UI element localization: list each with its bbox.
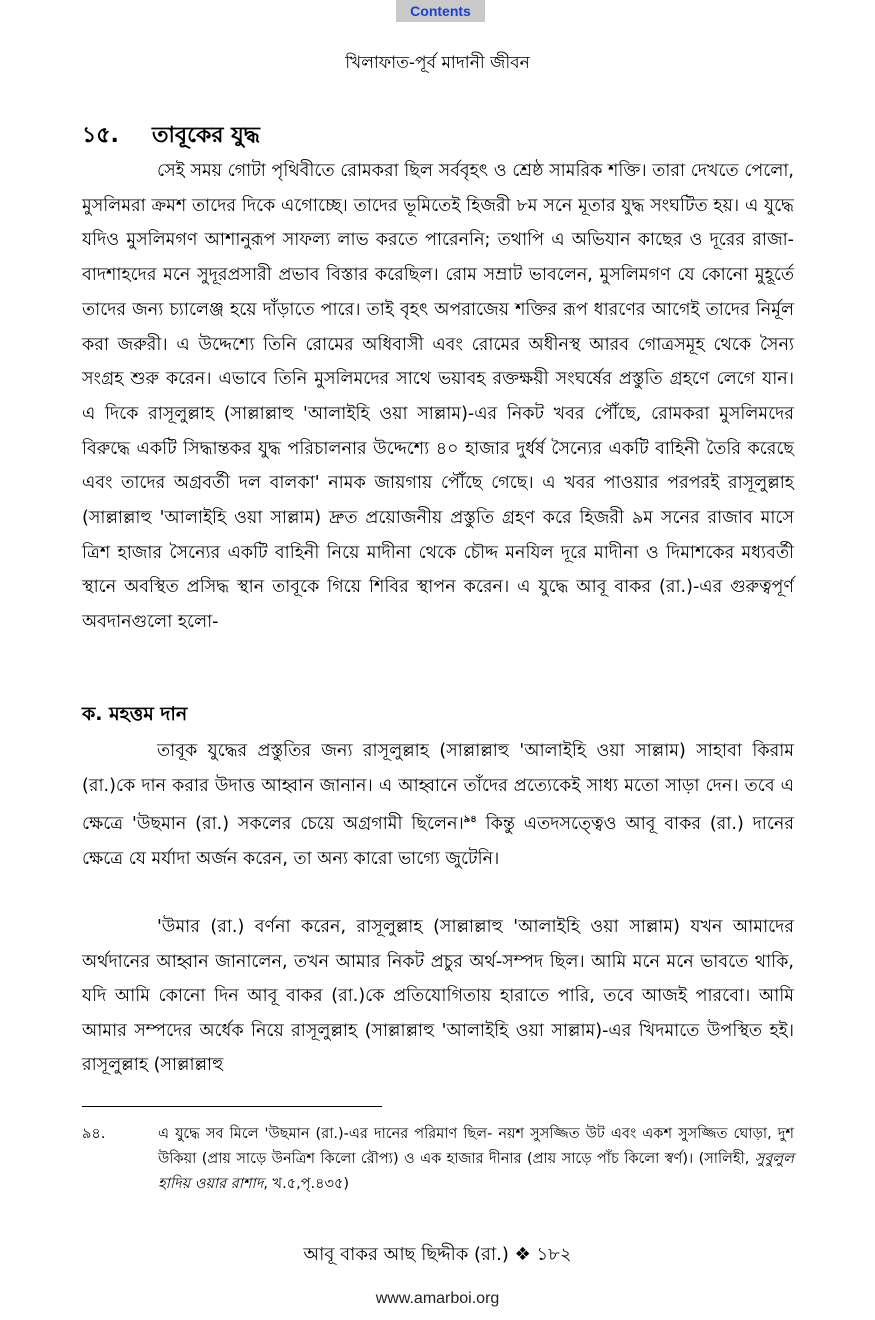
footnote-reference[interactable]: ৯৪ [463,814,477,826]
section-title: তাবূকের যুদ্ধ [152,123,260,148]
footnote-text-after: , খ.৫,পৃ.৪৩৫) [263,1176,350,1192]
section-number: ১৫. [82,123,119,148]
footnote [82,1122,794,1197]
footnote-text [158,1122,794,1197]
footnote-source-title: সুবুলুল হাদিয় ওয়ার রাশাদ [158,1151,794,1192]
paragraph-3-text: 'উমার (রা.) বর্ণনা করেন, রাসূলুল্লাহ (সাল্লাল্লাহু 'আলাইহি ওয়া সাল্লাম) যখন আমাদের অর্থদানের আহ্বান জানালেন, তখন আমার নিকট প্রচুর অর্থ-সম্পদ ছিল। আমি মনে মনে ভাবতে থাকি, যদি আমি কোনো দিন আবূ বাকর (রা.)কে প্রতিযোগিতায় হারাতে পারি, তবে আজই পারবো। আমি আমার সম্পদের অর্ধেক নিয়ে রাসূলুল্লাহ (সাল্লাল্লাহু 'আলাইহি ওয়া সাল্লাম)-এর খিদমাতে উপস্থিত হই। রাসূলুল্লাহ (সাল্লাল্লাহু [82,917,794,1075]
footnote-number: ৯৪. [82,1126,106,1142]
page-footer [0,1240,875,1271]
paragraph-3 [82,910,794,1083]
subsection-heading: ক. মহত্তম দান [82,703,188,725]
footer-separator-icon: ❖ [514,1244,531,1265]
footer-book-title: আবূ বাকর আছ ছিদ্দীক (রা.) [303,1244,509,1265]
contents-button[interactable]: Contents [396,0,485,22]
paragraph-2 [82,734,794,877]
footnote-divider [82,1106,382,1107]
paragraph-1 [82,154,794,640]
paragraph-2-text-before: তাবূক যুদ্ধের প্রস্তুতির জন্য রাসূলুল্লাহ (সাল্লাল্লাহু 'আলাইহি ওয়া সাল্লাম) সাহাবা কিরাম (রা.)কে দান করার উদাত্ত আহ্বান জানান। এ আহ্বানে তাঁদের প্রত্যেকেই সাধ্য মতো সাড়া দেন। তবে এ ক্ষেত্রে 'উছমান (রা.) সকলের চেয়ে অগ্রগামী ছিলেন। [82,741,794,835]
page-number: ১৮২ [536,1244,572,1265]
running-head: খিলাফাত-পূর্ব মাদানী জীবন [345,53,530,73]
paragraph-2-text-after: কিন্তু এতদসত্ত্বেও আবূ বাকর (রা.) দানের ক্ষেত্রে যে মর্যাদা অর্জন করেন, তা অন্য কারো ভাগ্যে জুটেনি। [82,814,794,869]
section-heading [82,118,260,155]
footnote-text-before: এ যুদ্ধে সব মিলে 'উছমান (রা.)-এর দানের পরিমাণ ছিল- নয়শ সুসজ্জিত উট এবং একশ সুসজ্জিত ঘোড়া, দুশ উকিয়া (প্রায় সাড়ে উনত্রিশ কিলো রৌপ্য) ও এক হাজার দীনার (প্রায় সাড়ে পাঁচ কিলো স্বর্ণ)। (সালিহী, [158,1126,794,1167]
site-url-link[interactable]: www.amarboi.org [375,1290,500,1307]
paragraph-1-text: সেই সময় গোটা পৃথিবীতে রোমকরা ছিল সর্ববৃহৎ ও শ্রেষ্ঠ সামরিক শক্তি। তারা দেখতে পেলো, মুসলিমরা ক্রমশ তাদের দিকে এগোচ্ছে। তাদের ভূমিতেই হিজরী ৮ম সনে মূতার যুদ্ধ সংঘটিত হয়। এ যুদ্ধে যদিও মুসলিমগণ আশানুরূপ সাফল্য লাভ করতে পারেননি; তথাপি এ অভিযান কাছের ও দূরের রাজা-বাদশাহদের মনে সুদূরপ্রসারী প্রভাব বিস্তার করেছিল। রোম সম্রাট ভাবলেন, মুসলিমগণ যে কোনো মুহূর্তে তাদের জন্য চ্যালেঞ্জ হয়ে দাঁড়াতে পারে। তাই বৃহৎ অপরাজেয় শক্তির রূপ ধারণের আগেই তাদের নির্মূল করা জরুরী। এ উদ্দেশ্যে তিনি রোমের অধিবাসী এবং রোমের অধীনস্থ আরব গোত্রসমূহ থেকে সৈন্য সংগ্রহ শুরু করেন। এভাবে তিনি মুসলিমদের সাথে ভয়াবহ রক্তক্ষয়ী সংঘর্ষের প্রস্তুতি গ্রহণে লেগে যান। এ দিকে রাসূলুল্লাহ (সাল্লাল্লাহু 'আলাইহি ওয়া সাল্লাম)-এর নিকট খবর পৌঁছে, রোমকরা মুসলিমদের বিরুদ্ধে একটি সিদ্ধান্তকর যুদ্ধ পরিচালনার উদ্দেশ্যে ৪০ হাজার দুর্ধর্ষ সৈন্যের একটি বাহিনী তৈরি করেছে এবং তাদের অগ্রবর্তী দল বালকা' নামক জায়গায় পৌঁছে গেছে। এ খবর পাওয়ার পরপরই রাসূলুল্লাহ (সাল্লাল্লাহু 'আলাইহি ওয়া সাল্লাম) দ্রুত প্রয়োজনীয় প্রস্তুতি গ্রহণ করে হিজরী ৯ম সনের রাজাব মাসে ত্রিশ হাজার সৈন্যের একটি বাহিনী নিয়ে মাদীনা থেকে চৌদ্দ মনযিল দূরে মাদীনা ও দিমাশকের মধ্যবর্তী স্থানে অবস্থিত প্রসিদ্ধ স্থান তাবূকে গিয়ে শিবির স্থাপন করেন। এ যুদ্ধে আবূ বাকর (রা.)-এর গুরুত্বপূর্ণ অবদানগুলো হলো- [82,161,794,633]
